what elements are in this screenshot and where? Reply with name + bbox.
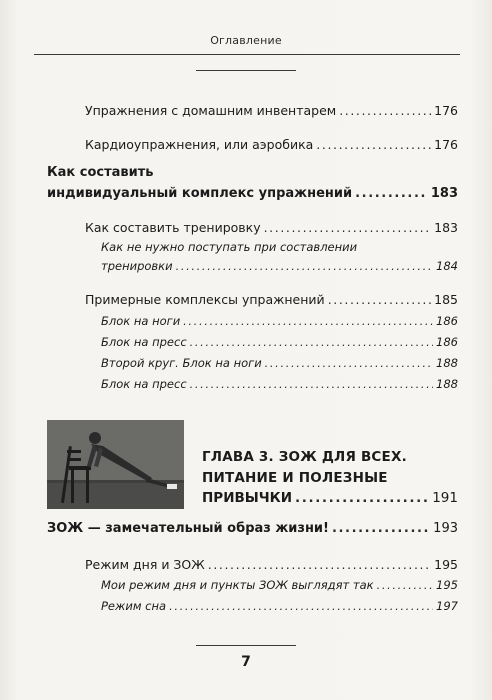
toc-subentry-title: Блок на пресс xyxy=(101,335,187,349)
leader-dots xyxy=(265,356,433,370)
toc-subentry-title: Второй круг. Блок на ноги xyxy=(101,356,262,370)
toc-entry-title: Как составить тренировку xyxy=(85,220,261,235)
toc-entry-page: 176 xyxy=(434,103,458,118)
toc-chapter[interactable] xyxy=(202,490,458,506)
footer-rule xyxy=(196,645,296,646)
leader-dots xyxy=(208,557,431,572)
leader-dots xyxy=(339,103,431,118)
toc-section[interactable] xyxy=(47,521,458,536)
chapter-title-line2[interactable]: ПИТАНИЕ И ПОЛЕЗНЫЕ xyxy=(202,470,388,486)
toc-subentry-page: 188 xyxy=(436,377,458,391)
chapter-title-line3: ПРИВЫЧКИ xyxy=(202,490,293,506)
page-number: 7 xyxy=(241,654,251,670)
toc-subentry-title: тренировки xyxy=(101,259,173,273)
leader-dots xyxy=(316,137,431,152)
toc-section-page: 193 xyxy=(433,521,458,536)
toc-section-title-line1[interactable]: Как составить xyxy=(47,165,154,180)
toc-section-page: 183 xyxy=(430,186,458,201)
leader-dots xyxy=(176,259,433,273)
toc-entry-title: Кардиоупражнения, или аэробика xyxy=(85,137,314,152)
toc-section-title: индивидуальный комплекс упражнений xyxy=(47,186,353,201)
toc-subentry-title-line1[interactable]: Как не нужно поступать при составлении xyxy=(101,240,358,254)
chapter-photo xyxy=(47,420,184,509)
toc-subentry-title: Режим сна xyxy=(101,599,167,613)
leader-dots xyxy=(264,220,432,235)
toc-section-title: ЗОЖ — замечательный образ жизни! xyxy=(47,521,329,536)
toc-subentry-page: 186 xyxy=(436,314,458,328)
toc-subentry[interactable] xyxy=(101,335,458,349)
toc-subentry[interactable] xyxy=(101,356,458,370)
chapter-title-line1[interactable]: ГЛАВА 3. ЗОЖ ДЛЯ ВСЕХ. xyxy=(202,449,407,465)
toc-subentry-page: 195 xyxy=(436,578,458,592)
toc-entry-title: Упражнения с домашним инвентарем xyxy=(85,103,337,118)
toc-entry[interactable] xyxy=(85,557,458,572)
toc-entry[interactable] xyxy=(85,292,458,307)
header-rule xyxy=(34,54,460,55)
toc-subentry[interactable] xyxy=(101,314,458,328)
toc-entry-page: 176 xyxy=(434,137,458,152)
header-short-rule xyxy=(196,70,296,71)
toc-subentry-page: 184 xyxy=(436,259,458,273)
leader-dots xyxy=(332,521,430,536)
leader-dots xyxy=(190,377,433,391)
toc-entry-page: 195 xyxy=(434,557,458,572)
leader-dots xyxy=(328,292,431,307)
toc-entry-title: Режим дня и ЗОЖ xyxy=(85,557,205,572)
toc-subentry[interactable] xyxy=(101,259,458,273)
toc-subentry-page: 186 xyxy=(436,335,458,349)
toc-entry[interactable] xyxy=(85,220,458,235)
leader-dots xyxy=(190,335,433,349)
toc-subentry-page: 197 xyxy=(436,599,458,613)
toc-entry[interactable] xyxy=(85,103,458,118)
toc-subentry-title: Мои режим дня и пункты ЗОЖ выглядят так xyxy=(101,578,374,592)
toc-subentry-page: 188 xyxy=(436,356,458,370)
leader-dots xyxy=(377,578,433,592)
leader-dots xyxy=(295,490,429,506)
exercise-illustration xyxy=(47,420,184,509)
toc-subentry-title: Блок на пресс xyxy=(101,377,187,391)
toc-entry[interactable] xyxy=(85,137,458,152)
toc-subentry[interactable] xyxy=(101,599,458,613)
toc-subentry[interactable] xyxy=(101,578,458,592)
running-head: Оглавление xyxy=(210,34,282,47)
toc-subentry[interactable] xyxy=(101,377,458,391)
toc-entry-page: 185 xyxy=(434,292,458,307)
leader-dots xyxy=(169,599,433,613)
toc-section[interactable] xyxy=(47,186,458,201)
chapter-page: 191 xyxy=(432,490,458,506)
toc-subentry-title: Блок на ноги xyxy=(101,314,181,328)
toc-entry-title: Примерные комплексы упражнений xyxy=(85,292,325,307)
toc-entry-page: 183 xyxy=(434,220,458,235)
leader-dots xyxy=(355,186,428,201)
leader-dots xyxy=(183,314,433,328)
